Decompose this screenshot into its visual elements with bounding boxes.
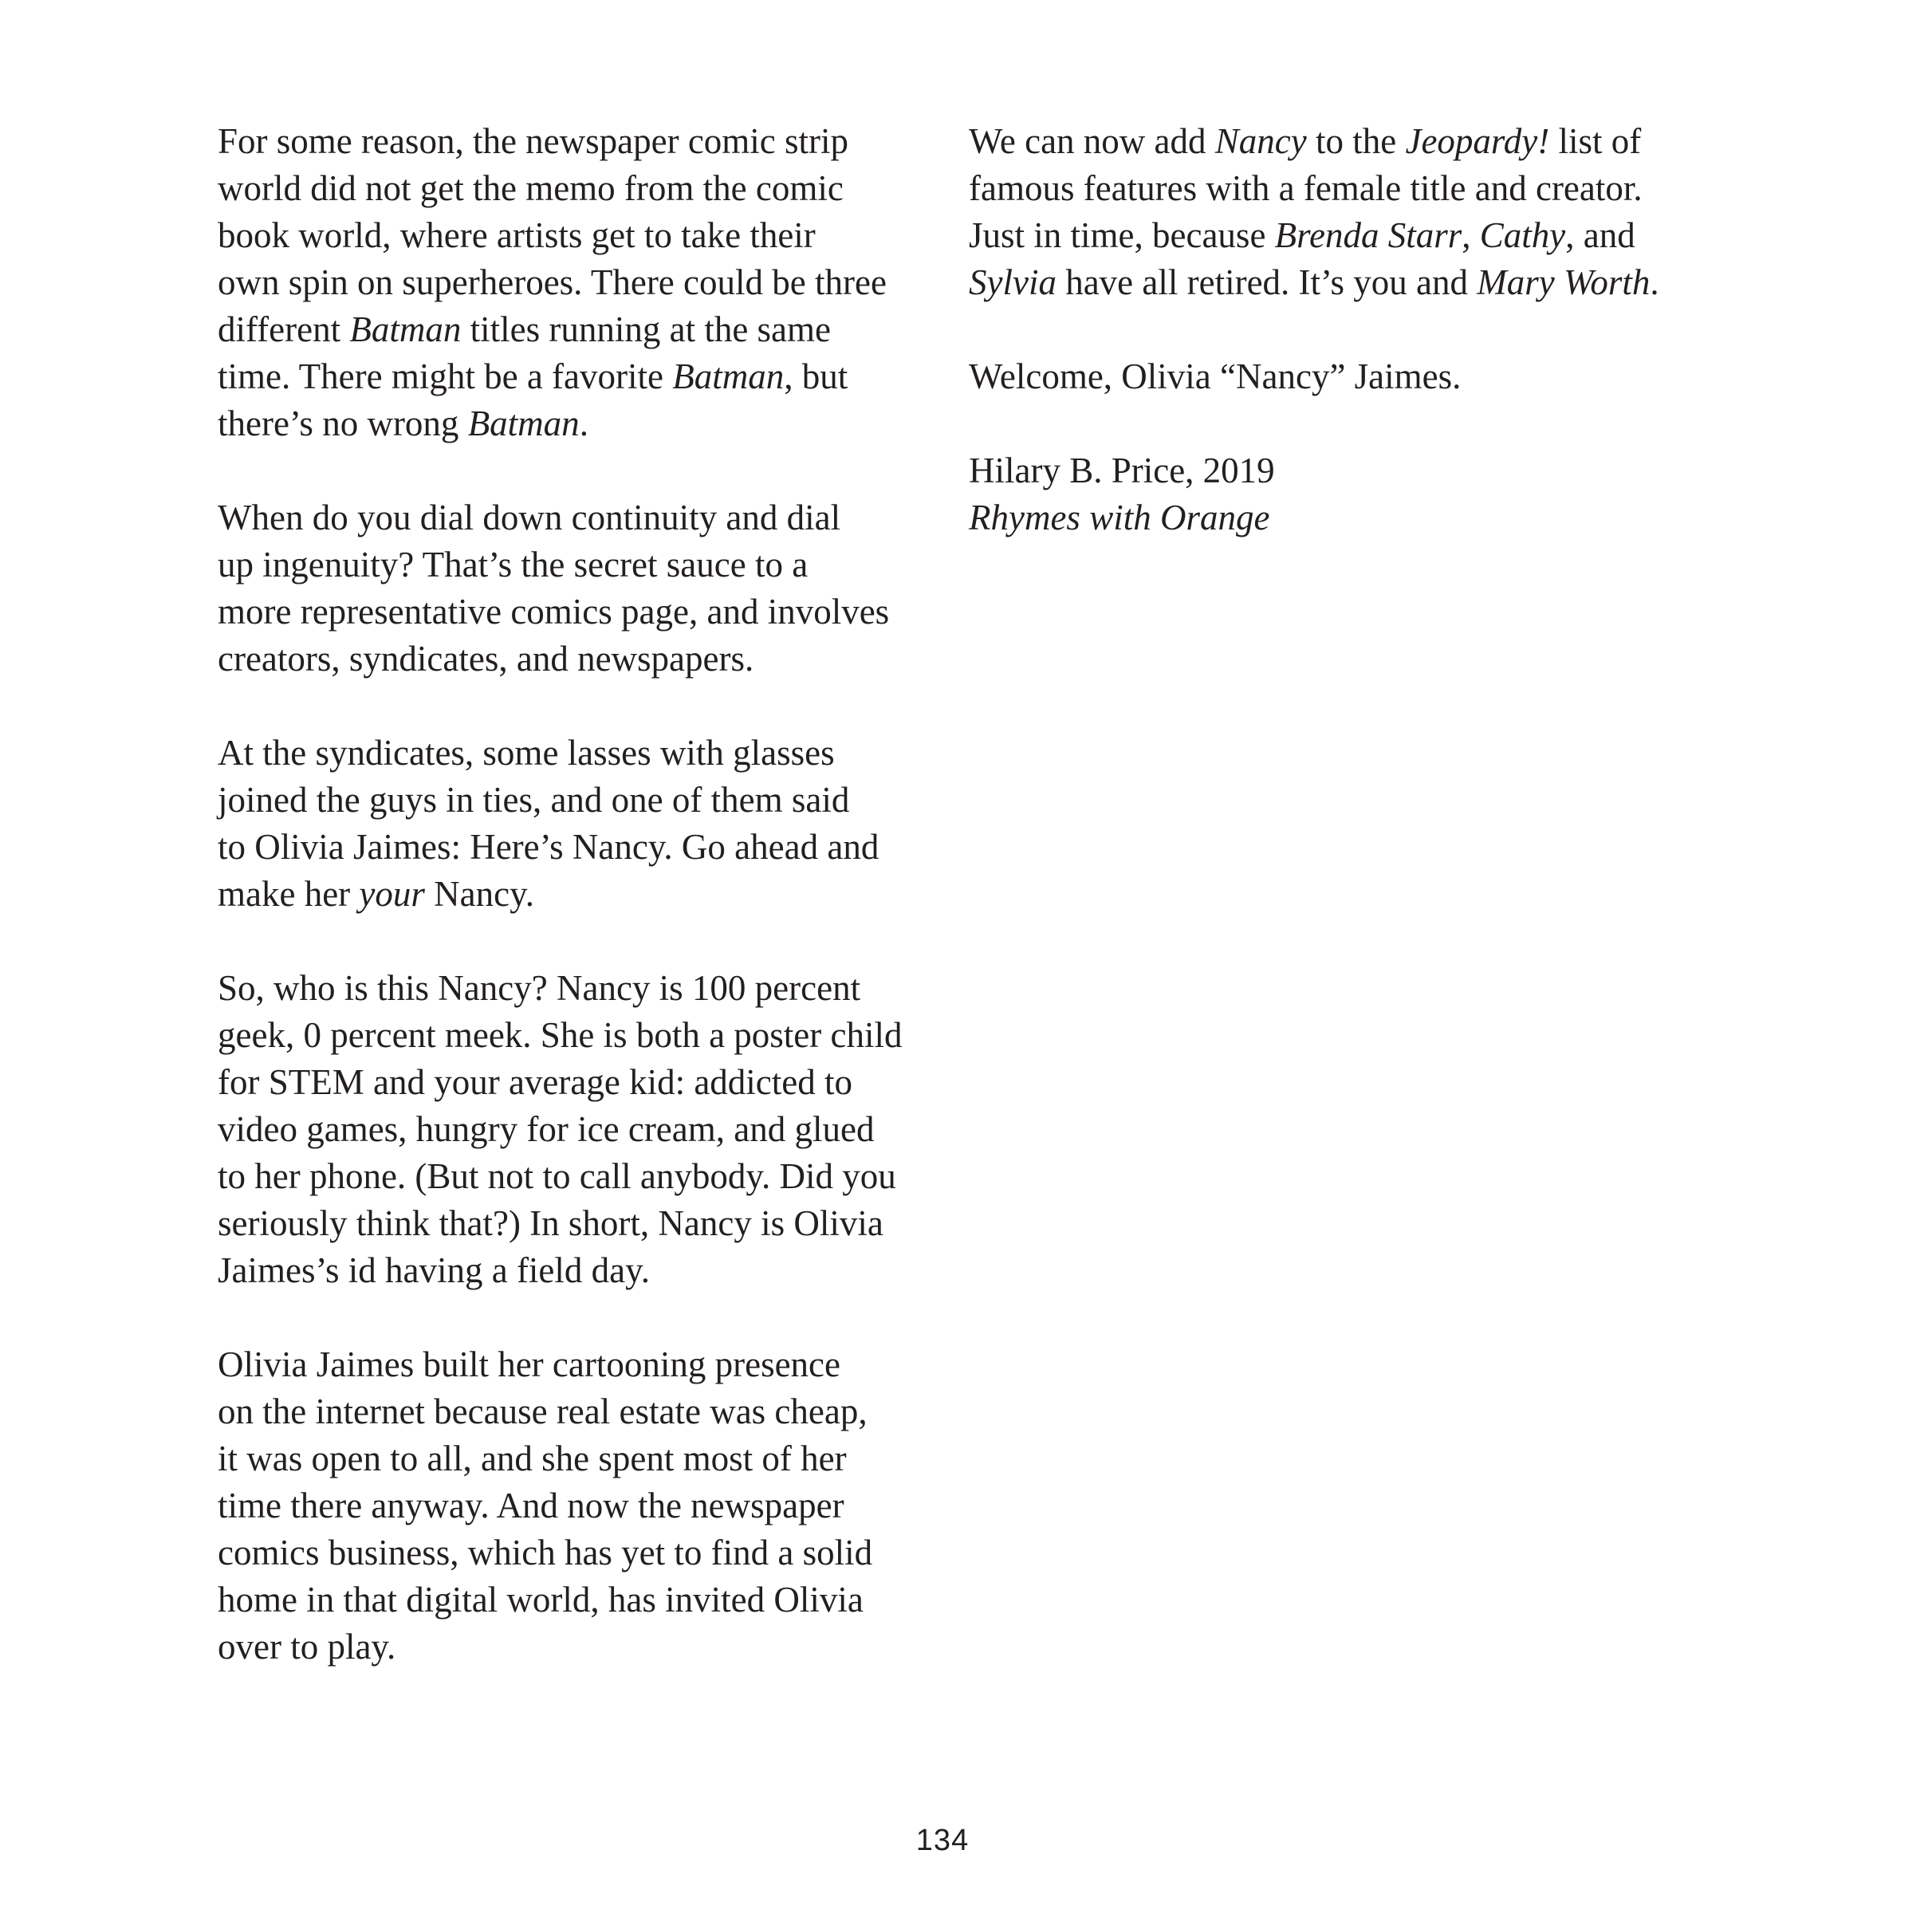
text-run: different xyxy=(218,309,350,349)
paragraph-continuity xyxy=(218,494,935,683)
text-line: to her phone. (But not to call anybody. Did you xyxy=(218,1156,896,1196)
text-line: for STEM and your average kid: addicted to xyxy=(218,1062,853,1102)
italic-title: Mary Worth xyxy=(1477,262,1651,302)
text-line: When do you dial down continuity and dial xyxy=(218,498,841,537)
text-line: home in that digital world, has invited Olivia xyxy=(218,1580,864,1620)
text-run: Just in time, because xyxy=(969,215,1275,255)
text-run: list of xyxy=(1549,121,1642,161)
left-column xyxy=(218,118,935,1718)
text-line: book world, where artists get to take their xyxy=(218,215,816,255)
text-run: , but xyxy=(784,356,848,396)
text-line: creators, syndicates, and newspapers. xyxy=(218,639,754,679)
text-line: up ingenuity? That’s the secret sauce to a xyxy=(218,545,809,585)
text-line: famous features with a female title and creator. xyxy=(969,168,1643,208)
text-line: Welcome, Olivia “Nancy” Jaimes. xyxy=(969,356,1462,396)
italic-emphasis: your xyxy=(359,874,425,914)
text-line: over to play. xyxy=(218,1627,396,1667)
text-line: own spin on superheroes. There could be three xyxy=(218,262,887,302)
text-line xyxy=(218,871,935,918)
paragraph-syndicates xyxy=(218,730,935,918)
text-line: For some reason, the newspaper comic strip xyxy=(218,121,849,161)
text-line: more representative comics page, and involves xyxy=(218,592,890,632)
text-line: Jaimes’s id having a field day. xyxy=(218,1250,650,1290)
text-line: on the internet because real estate was cheap, xyxy=(218,1391,868,1431)
signature-block xyxy=(969,447,1686,541)
text-line xyxy=(218,400,935,447)
text-line xyxy=(969,259,1686,306)
italic-title: Jeopardy! xyxy=(1405,121,1550,161)
text-run: , xyxy=(1462,215,1480,255)
text-line: geek, 0 percent meek. She is both a poster child xyxy=(218,1015,903,1055)
page-number: 134 xyxy=(915,1824,970,1857)
italic-title: Cathy xyxy=(1479,215,1566,255)
paragraph-superheroes xyxy=(218,118,935,447)
paragraph-jeopardy xyxy=(969,118,1686,306)
text-line: time there anyway. And now the newspaper xyxy=(218,1486,844,1525)
text-line xyxy=(218,306,935,353)
text-run: We can now add xyxy=(969,121,1215,161)
right-column xyxy=(969,118,1686,541)
italic-title: Brenda Starr xyxy=(1274,215,1462,255)
text-line: So, who is this Nancy? Nancy is 100 percent xyxy=(218,968,861,1008)
text-run: there’s no wrong xyxy=(218,403,468,443)
paragraph-who-is-nancy xyxy=(218,965,935,1294)
paragraph-welcome xyxy=(969,353,1686,400)
text-run: , and xyxy=(1565,215,1635,255)
text-run: time. There might be a favorite xyxy=(218,356,673,396)
italic-title: Batman xyxy=(672,356,785,396)
text-run: titles running at the same xyxy=(461,309,832,349)
italic-title: Nancy xyxy=(1214,121,1307,161)
text-line xyxy=(969,118,1686,165)
text-run: Nancy. xyxy=(424,874,534,914)
text-line: Olivia Jaimes built her cartooning presence xyxy=(218,1344,840,1384)
strip-title: Rhymes with Orange xyxy=(969,498,1270,537)
author-name: Hilary B. Price, 2019 xyxy=(969,451,1275,490)
text-line: world did not get the memo from the comic xyxy=(218,168,844,208)
paragraph-internet xyxy=(218,1341,935,1671)
text-line: video games, hungry for ice cream, and glued xyxy=(218,1109,875,1149)
italic-title: Sylvia xyxy=(969,262,1057,302)
italic-title: Batman xyxy=(467,403,580,443)
text-line: it was open to all, and she spent most of her xyxy=(218,1439,847,1478)
text-line: comics business, which has yet to find a solid xyxy=(218,1533,873,1573)
italic-title: Batman xyxy=(349,309,462,349)
text-line xyxy=(218,353,935,400)
text-line: At the syndicates, some lasses with glasses xyxy=(218,733,835,773)
text-line xyxy=(969,212,1686,259)
text-line: seriously think that?) In short, Nancy is Olivia xyxy=(218,1203,883,1243)
text-run: have all retired. It’s you and xyxy=(1056,262,1478,302)
text-line: joined the guys in ties, and one of them said xyxy=(218,780,850,820)
text-run: . xyxy=(579,403,588,443)
text-line: to Olivia Jaimes: Here’s Nancy. Go ahead and xyxy=(218,827,879,867)
text-run: make her xyxy=(218,874,360,914)
text-run: to the xyxy=(1306,121,1406,161)
text-run: . xyxy=(1650,262,1659,302)
